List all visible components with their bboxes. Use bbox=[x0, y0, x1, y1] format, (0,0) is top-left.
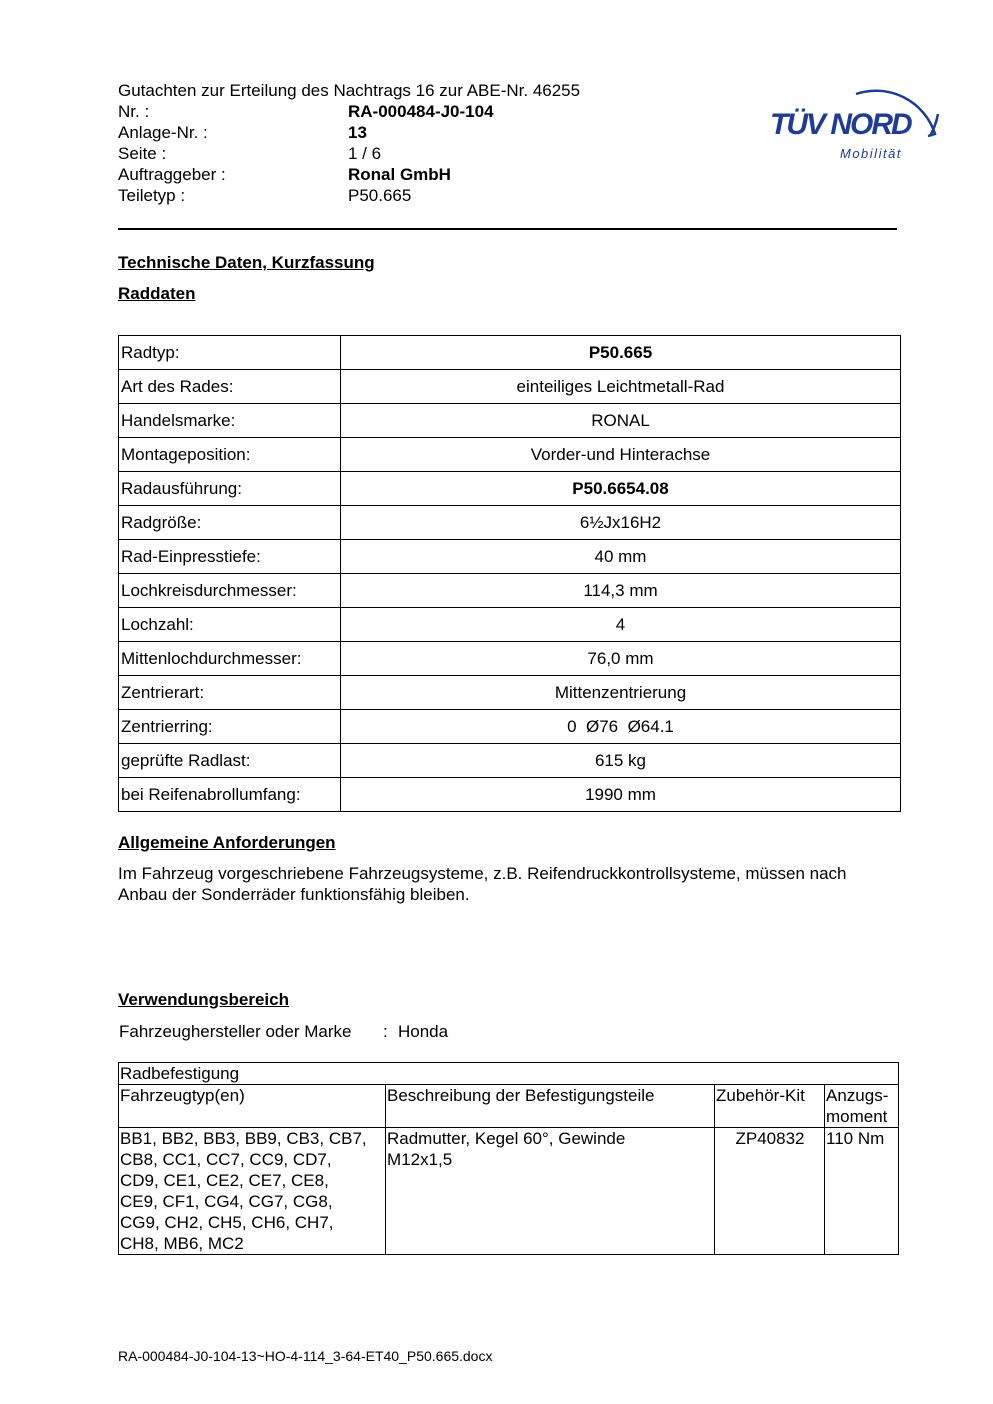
row-value: Mittenzentrierung bbox=[341, 676, 901, 710]
field-value-auftraggeber: Ronal GmbH bbox=[348, 165, 451, 184]
cell-moment: 110 Nm bbox=[825, 1128, 899, 1255]
table-row bbox=[119, 336, 901, 370]
row-label: Radtyp: bbox=[119, 336, 341, 370]
field-label-anlage: Anlage-Nr. : bbox=[118, 123, 208, 142]
table-title-row bbox=[119, 1063, 899, 1085]
row-label: Radgröße: bbox=[119, 506, 341, 540]
row-value: 76,0 mm bbox=[341, 642, 901, 676]
table-row bbox=[119, 1128, 899, 1255]
header-anzugsmoment-line1: Anzugs- bbox=[826, 1086, 889, 1105]
row-label: Art des Rades: bbox=[119, 370, 341, 404]
manufacturer-label: Fahrzeughersteller oder Marke bbox=[119, 1022, 352, 1041]
table-row bbox=[119, 676, 901, 710]
field-value-anlage: 13 bbox=[348, 123, 367, 142]
cell-kit: ZP40832 bbox=[715, 1128, 825, 1255]
types-line: CE9, CF1, CG4, CG7, CG8, bbox=[120, 1192, 333, 1211]
row-label: Lochkreisdurchmesser: bbox=[119, 574, 341, 608]
section-heading-verwendung: Verwendungsbereich bbox=[118, 990, 289, 1009]
row-value: 615 kg bbox=[341, 744, 901, 778]
table-row bbox=[119, 472, 901, 506]
field-label-auftraggeber: Auftraggeber : bbox=[118, 165, 226, 184]
table-title: Radbefestigung bbox=[119, 1063, 899, 1085]
row-value: 1990 mm bbox=[341, 778, 901, 812]
row-value: 40 mm bbox=[341, 540, 901, 574]
manufacturer-value: Honda bbox=[398, 1022, 449, 1041]
field-value-seite: 1 / 6 bbox=[348, 144, 382, 163]
table-row bbox=[119, 778, 901, 812]
logo-subtitle: Mobilität bbox=[840, 146, 902, 161]
row-value: 6½Jx16H2 bbox=[341, 506, 901, 540]
row-label: Rad-Einpresstiefe: bbox=[119, 540, 341, 574]
types-line: CD9, CE1, CE2, CE7, CE8, bbox=[120, 1171, 329, 1190]
row-value: P50.665 bbox=[341, 336, 901, 370]
row-label: Handelsmarke: bbox=[119, 404, 341, 438]
header-divider bbox=[118, 228, 897, 230]
allgemeine-paragraph: Im Fahrzeug vorgeschriebene Fahrzeugsysteme, z.B. Reifendruckkontrollsysteme, müssen nach Anbau der Sonderräder funktionsfähig bleiben. bbox=[118, 864, 847, 904]
table-row bbox=[119, 710, 901, 744]
row-value: einteiliges Leichtmetall-Rad bbox=[341, 370, 901, 404]
section-heading-technische-daten: Technische Daten, Kurzfassung bbox=[118, 253, 375, 272]
section-heading-allgemeine: Allgemeine Anforderungen bbox=[118, 833, 336, 852]
header-anzugsmoment-line2: moment bbox=[826, 1107, 888, 1126]
field-label-nr: Nr. : bbox=[118, 102, 150, 121]
row-value: RONAL bbox=[341, 404, 901, 438]
section-heading-raddaten: Raddaten bbox=[118, 284, 196, 303]
table-row bbox=[119, 506, 901, 540]
types-line: CH8, MB6, MC2 bbox=[120, 1234, 244, 1253]
description-line: M12x1,5 bbox=[387, 1150, 453, 1169]
table-row bbox=[119, 438, 901, 472]
row-label: Montageposition: bbox=[119, 438, 341, 472]
table-header-row bbox=[119, 1085, 899, 1128]
types-line: BB1, BB2, BB3, BB9, CB3, CB7, bbox=[120, 1129, 367, 1148]
description-line: Radmutter, Kegel 60°, Gewinde bbox=[387, 1129, 626, 1148]
row-label: Zentrierring: bbox=[119, 710, 341, 744]
cell-beschreibung bbox=[386, 1128, 715, 1255]
table-row bbox=[119, 744, 901, 778]
table-row bbox=[119, 574, 901, 608]
row-value: 114,3 mm bbox=[341, 574, 901, 608]
row-value: P50.6654.08 bbox=[341, 472, 901, 506]
table-row bbox=[119, 540, 901, 574]
row-label: Radausführung: bbox=[119, 472, 341, 506]
table-row bbox=[119, 404, 901, 438]
row-value: 4 bbox=[341, 608, 901, 642]
field-label-teiletyp: Teiletyp : bbox=[118, 186, 186, 205]
row-value: 0 Ø76 Ø64.1 bbox=[341, 710, 901, 744]
raddaten-table bbox=[118, 335, 901, 812]
field-label-seite: Seite : bbox=[118, 144, 167, 163]
document-title: Gutachten zur Erteilung des Nachtrags 16 zur ABE-Nr. 46255 bbox=[118, 81, 581, 100]
logo-wordmark: TÜV NORD bbox=[770, 108, 911, 141]
header-beschreibung: Beschreibung der Befestigungsteile bbox=[386, 1085, 715, 1128]
manufacturer-separator: : bbox=[383, 1022, 388, 1041]
footer-filename: RA-000484-J0-104-13~HO-4-114_3-64-ET40_P50.665.docx bbox=[118, 1348, 493, 1364]
types-line: CB8, CC1, CC7, CC9, CD7, bbox=[120, 1150, 332, 1169]
row-label: Lochzahl: bbox=[119, 608, 341, 642]
row-label: Zentrierart: bbox=[119, 676, 341, 710]
table-row bbox=[119, 642, 901, 676]
cell-fahrzeugtypen bbox=[119, 1128, 386, 1255]
row-value: Vorder-und Hinterachse bbox=[341, 438, 901, 472]
header-anzugsmoment bbox=[825, 1085, 899, 1128]
row-label: bei Reifenabrollumfang: bbox=[119, 778, 341, 812]
header-fahrzeugtyp: Fahrzeugtyp(en) bbox=[119, 1085, 386, 1128]
table-row bbox=[119, 370, 901, 404]
radbefestigung-table bbox=[118, 1062, 899, 1255]
tuv-nord-logo bbox=[770, 58, 950, 168]
row-label: geprüfte Radlast: bbox=[119, 744, 341, 778]
header-zubehoer-kit: Zubehör-Kit bbox=[715, 1085, 825, 1128]
field-value-teiletyp: P50.665 bbox=[348, 186, 412, 205]
types-line: CG9, CH2, CH5, CH6, CH7, bbox=[120, 1213, 334, 1232]
table-row bbox=[119, 608, 901, 642]
field-value-nr: RA-000484-J0-104 bbox=[348, 102, 494, 121]
row-label: Mittenlochdurchmesser: bbox=[119, 642, 341, 676]
